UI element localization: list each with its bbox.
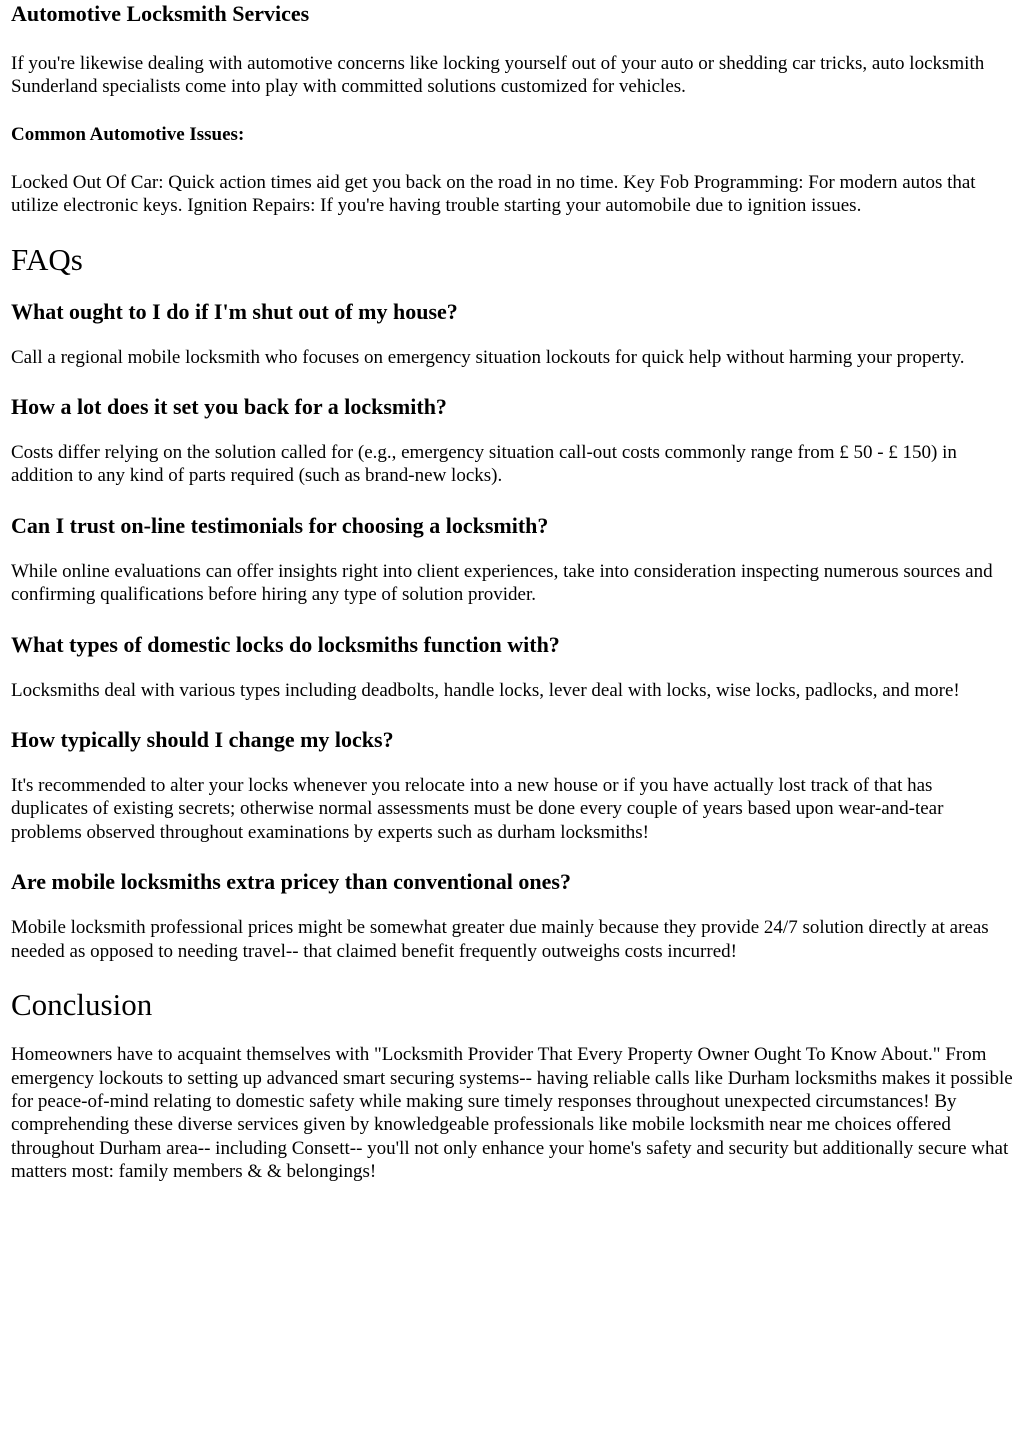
faq-question: What ought to I do if I'm shut out of my house? — [11, 298, 458, 324]
conclusion-title: Conclusion — [11, 987, 153, 1023]
common-issues-paragraph: Locked Out Of Car: Quick action times aid get you back on the road in no time. Key Fob Programming: For modern autos that utilize electronic keys. Ignition Repairs: If you're having trouble starting your automobile due to ignition issues. — [11, 171, 976, 217]
faq-answer: Locksmiths deal with various types including deadbolts, handle locks, lever deal with locks, wise locks, padlocks, and more! — [11, 679, 960, 701]
faq-answer: It's recommended to alter your locks whenever you relocate into a new house or if you have actually lost track of that has duplicates of existing secrets; otherwise normal assessments must be done every couple of years based upon wear-and-tear problems observed throughout examinations by experts such as durham locksmiths! — [11, 775, 944, 843]
faq-question: How typically should I change my locks? — [11, 727, 394, 753]
faq-question: Are mobile locksmiths extra pricey than conventional ones? — [11, 869, 571, 895]
automotive-section-title: Automotive Locksmith Services — [11, 1, 310, 26]
faq-question: What types of domestic locks do locksmiths function with? — [11, 631, 560, 657]
faqs-title: FAQs — [11, 241, 83, 277]
faq-question: Can I trust on-line testimonials for choosing a locksmith? — [11, 512, 549, 538]
common-issues-title: Common Automotive Issues: — [11, 123, 245, 145]
faq-answer: While online evaluations can offer insights right into client experiences, take into consideration inspecting numerous sources and confirming qualifications before hiring any type of solution provider. — [11, 560, 993, 606]
faq-question: How a lot does it set you back for a locksmith? — [11, 394, 447, 420]
faq-answer: Call a regional mobile locksmith who focuses on emergency situation lockouts for quick help without harming your property. — [11, 346, 965, 368]
conclusion-paragraph: Homeowners have to acquaint themselves with "Locksmith Provider That Every Property Owner Ought To Know About." From emergency lockouts to setting up advanced smart securing systems-- having reliable calls like Durham locksmiths makes it possible for peace-of-mind relating to domestic safety while making sure timely responses throughout unexpected circumstances! By comprehending these diverse services given by knowledgeable professionals like mobile locksmith near me choices offered throughout Durham area-- including Consett-- you'll not only enhance your home's safety and security but additionally secure what matters most: family members & & belongings! — [11, 1044, 1013, 1183]
automotive-intro-paragraph: If you're likewise dealing with automotive concerns like locking yourself out of your auto or shedding car tricks, auto locksmith Sunderland specialists come into play with committed solutions customized for vehicles. — [11, 53, 985, 98]
faq-answer: Mobile locksmith professional prices might be somewhat greater due mainly because they provide 24/7 solution directly at areas needed as opposed to needing travel-- that claimed benefit frequently outweighs costs incurred! — [11, 917, 989, 962]
faq-answer: Costs differ relying on the solution called for (e.g., emergency situation call-out costs commonly range from £ 50 - £ 150) in addition to any kind of parts required (such as brand-new locks). — [11, 442, 957, 487]
